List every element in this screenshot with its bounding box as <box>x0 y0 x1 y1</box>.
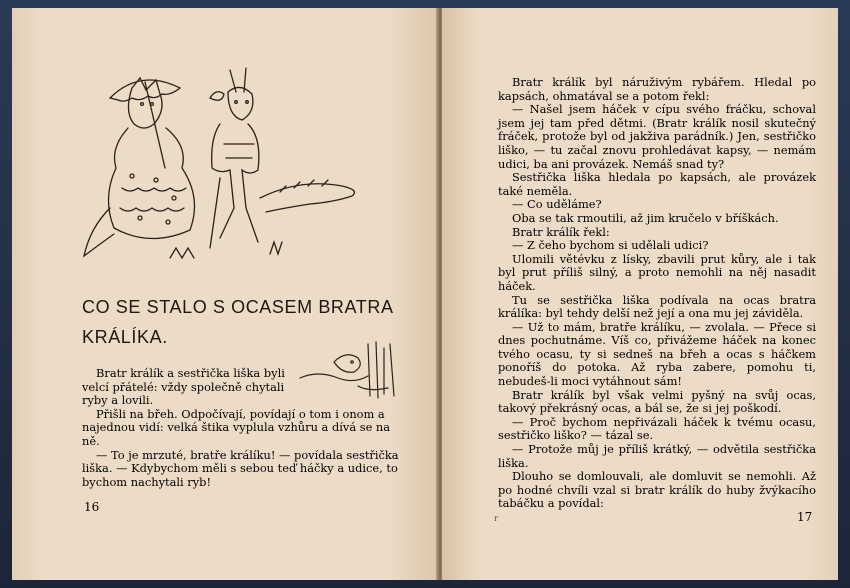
paragraph: — Proč bychom nepřivázali háček k tvému ocasu, sestřičko liško? — tázal se. <box>498 414 816 443</box>
paragraph: Bratr králík a sestřička liška byli velcí přátelé: vždy společně chytali ryby a lovili. <box>82 366 285 408</box>
paragraph: Bratr králík řekl: <box>512 224 610 239</box>
right-page-text <box>498 76 816 511</box>
paragraph: Přišli na břeh. Odpočívají, povídají o tom i onom a najednou vidí: velká štika vyplula vzhůru a dívá se na ně. <box>82 406 391 448</box>
paragraph: Oba se tak rmoutili, až jim kručelo v bříškách. <box>512 210 779 225</box>
paragraph: Dlouho se domlouvali, ale domluvit se nemohli. Až po hodné chvíli vzal si bratr králík do huby žvýkacího tabáčku a povídal: <box>498 469 816 511</box>
paragraph: — Našel jsem háček v cípu svého fráčku, schoval jsem jej tam před dětmi. (Bratr králík nosil skutečný fráček, protože byl od jakživa parádník.) Jen, sestřičko liško, — tu začal znovu prohledávat kapsy, — nemám udici, ba ani provázek. Nemáš snad ty? <box>498 102 816 171</box>
page-number-left: 16 <box>84 500 100 514</box>
fox-and-rabbit-illustration <box>70 58 370 268</box>
paragraph: — Protože můj je příliš krátký, — odvětila sestřička liška. <box>498 442 816 470</box>
paragraph: — Už to mám, bratře králíku, — zvolala. — Přece si dnes pochutnáme. Víš co, přivážeme háček na konec tvého ocasu, ty si sedneš na břeh a ocas s háčkem ponoříš do potoka. Až ryba zabere, pomohu ti, nebudeš-li moci vytáhnout sám! <box>498 319 816 389</box>
paragraph: Sestřička liška hledala po kapsách, ale provázek také neměla. <box>498 170 816 198</box>
paragraph: Tu se sestřička liška podívala na ocas bratra králíka: byl tehdy delší než její a ona mu jej záviděla. <box>498 292 816 321</box>
page-number-right: 17 <box>797 510 813 524</box>
paragraph: — Z čeho bychom si udělali udici? <box>512 238 709 253</box>
paragraph: — To je mrzuté, bratře králíku! — povídala sestřička liška. — Kdybychom měli s sebou teď háčky a udice, to bychom nachytali ryb! <box>82 447 399 489</box>
chapter-title: CO SE STALO S OCASEM BRATRA KRÁLÍKA. <box>82 297 393 347</box>
margin-mark: r <box>494 514 498 523</box>
left-page-text <box>82 367 400 489</box>
paragraph: Ulomili větévku z lísky, zbavili prut kůry, ale i tak byl prut příliš silný, a proto nemohli na něj nasadit háček. <box>498 251 816 293</box>
paragraph: Bratr králík byl však velmi pyšný na svůj ocas, takový překrásný ocas, a bál se, že si jej poškodí. <box>498 387 816 416</box>
paragraph: — Co uděláme? <box>512 197 602 212</box>
paragraph: Bratr králík byl náruživým rybářem. Hledal po kapsách, ohmatával se a potom řekl: <box>498 75 816 103</box>
